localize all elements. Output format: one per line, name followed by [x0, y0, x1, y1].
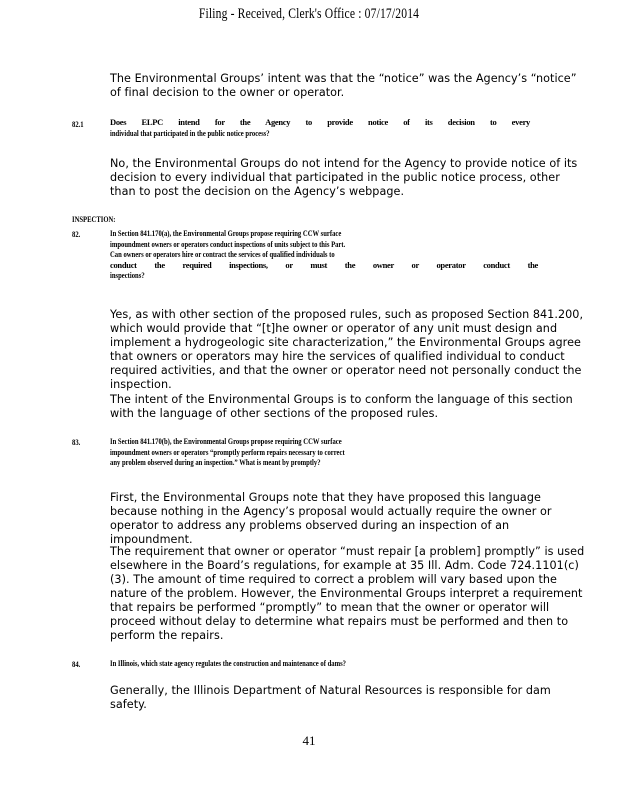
- section-heading-inspection: INSPECTION:: [72, 214, 116, 224]
- question-82-line-1: In Section 841.170(a), the Environmental Groups propose requiring CCW surface: [110, 228, 342, 238]
- question-82-1-line-2: individual that participated in the public notice process?: [110, 127, 270, 138]
- answer-82-paragraph-1: Yes, as with other section of the proposed rules, such as proposed Section 841.200, which would provide that “[t]he owner or operator of any unit must design and implement a hydrogeologic site characterization,” the Environmental Groups agree that owners or operators may hire the services of qualified individual to conduct required activities, and that the owner or operator need not personally conduct the inspection.: [110, 308, 584, 391]
- intro-answer: The Environmental Groups’ intent was that the “notice” was the Agency’s “notice” of final decision to the owner or operator.: [110, 72, 577, 99]
- answer-82-paragraph-2: The intent of the Environmental Groups is to conform the language of this section with the language of other sections of the proposed rules.: [110, 393, 573, 420]
- question-84: [110, 658, 550, 669]
- question-number-83: 83.: [72, 437, 81, 447]
- answer-82-1: No, the Environmental Groups do not intend for the Agency to provide notice of its decision to every individual that participated in the public notice process, other than to post the decision on the Agency’s webpage.: [110, 157, 578, 198]
- question-number-82: 82.: [72, 229, 81, 239]
- question-82-line-3: Can owners or operators hire or contract the services of qualified individuals to: [110, 249, 335, 259]
- answer-83-paragraph-1: First, the Environmental Groups note that they have proposed this language because nothing in the Agency’s proposal would actually require the owner or operator to address any problems observed during an inspection of an impoundment.: [110, 491, 552, 546]
- question-82-line-4: conduct the required inspections, or must the owner or operator conduct the: [110, 259, 538, 270]
- answer-83-paragraph-2: The requirement that owner or operator “must repair [a problem] promptly” is used elsewhere in the Board’s regulations, for example at 35 Ill. Adm. Code 724.1101(c)(3). The amount of time required to correct a problem will vary based upon the nature of the problem. However, the Environmental Groups interpret a requirement that repairs be performed “promptly” to mean that the owner or operator will proceed without delay to determine what repairs must be performed and then to perform the repairs.: [110, 545, 585, 642]
- question-84-line-1: In Illinois, which state agency regulates the construction and maintenance of dams?: [110, 658, 346, 668]
- question-82: [110, 228, 538, 281]
- page-number: 41: [302, 733, 316, 748]
- answer-84: Generally, the Illinois Department of Natural Resources is responsible for dam safety.: [110, 684, 551, 711]
- question-number-82-1: 82.1: [72, 119, 84, 129]
- question-83-line-2: impoundment owners or operators “promptly perform repairs necessary to correct: [110, 446, 345, 457]
- filing-stamp-header: Filing - Received, Clerk's Office : 07/17/2014: [198, 6, 420, 22]
- question-82-line-2: impoundment owners or operators conduct inspections of units subject to this Part.: [110, 238, 346, 249]
- question-number-84: 84.: [72, 659, 81, 669]
- question-83: [110, 436, 540, 468]
- question-83-line-1: In Section 841.170(b), the Environmental Groups propose requiring CCW surface: [110, 436, 342, 446]
- question-82-line-5: inspections?: [110, 270, 145, 280]
- question-82-1-line-1: Does ELPC intend for the Agency to provide notice of its decision to every: [110, 117, 530, 127]
- question-82-1: [110, 117, 530, 138]
- question-83-line-3: any problem observed during an inspection.” What is meant by promptly?: [110, 457, 321, 467]
